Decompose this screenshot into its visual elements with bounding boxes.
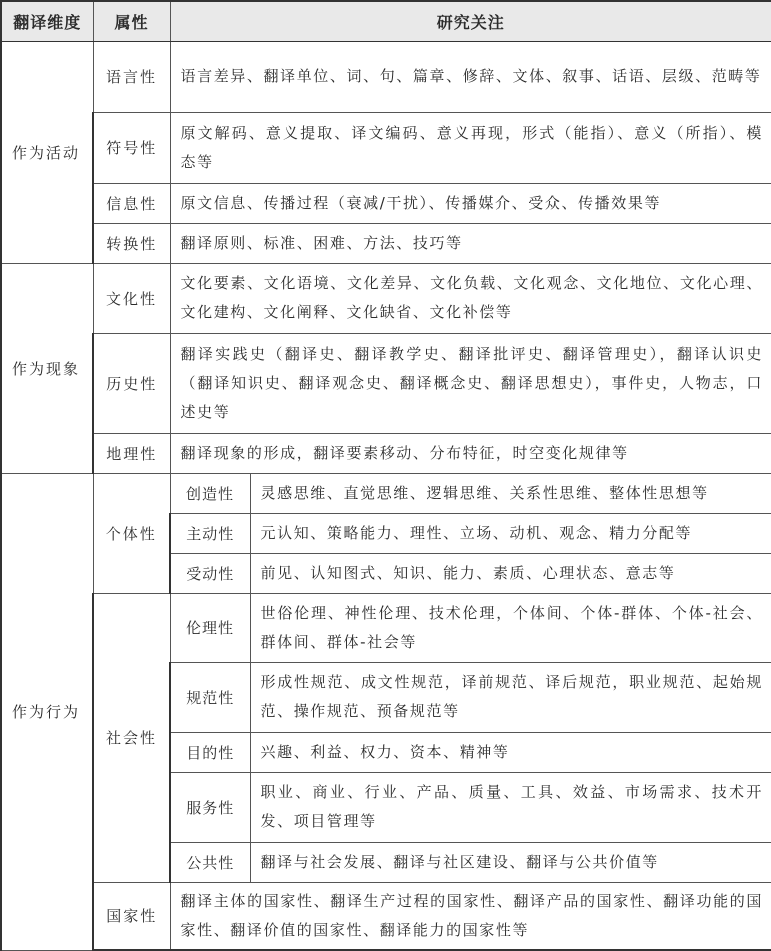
focus-cell: 翻译现象的形成，翻译要素移动、分布特征，时空变化规律等	[170, 433, 771, 473]
dimension-cell-behavior: 作为行为	[1, 473, 93, 950]
focus-cell: 翻译实践史（翻译史、翻译教学史、翻译批评史、翻译管理史），翻译认识史（翻译知识史、翻译观念史、翻译概念史、翻译思想史），事件史，人物志，口述史等	[170, 333, 771, 433]
focus-cell: 翻译主体的国家性、翻译生产过程的国家性、翻译产品的国家性、翻译功能的国家性、翻译价值的国家性、翻译能力的国家性等	[170, 882, 771, 950]
header-row	[1, 1, 771, 41]
table-row	[1, 333, 771, 433]
sub-attribute-cell: 受动性	[170, 553, 250, 593]
table-row	[1, 263, 771, 333]
table-row	[1, 223, 771, 263]
attribute-cell-individual: 个体性	[93, 473, 170, 593]
attribute-cell: 文化性	[93, 263, 170, 333]
attribute-cell: 历史性	[93, 333, 170, 433]
focus-cell: 前见、认知图式、知识、能力、素质、心理状态、意志等	[250, 553, 771, 593]
sub-attribute-cell: 主动性	[170, 513, 250, 553]
table-row	[1, 593, 771, 662]
attribute-cell-national: 国家性	[93, 882, 170, 950]
table-row	[1, 112, 771, 183]
focus-cell: 原文信息、传播过程（衰减/干扰）、传播媒介、受众、传播效果等	[170, 183, 771, 223]
focus-cell: 职业、商业、行业、产品、质量、工具、效益、市场需求、技术开发、项目管理等	[250, 772, 771, 842]
sub-attribute-cell: 伦理性	[170, 593, 250, 662]
focus-cell: 翻译原则、标准、困难、方法、技巧等	[170, 223, 771, 263]
attribute-cell: 语言性	[93, 41, 170, 112]
sub-attribute-cell: 服务性	[170, 772, 250, 842]
attribute-cell: 信息性	[93, 183, 170, 223]
table-row	[1, 882, 771, 950]
attribute-cell: 符号性	[93, 112, 170, 183]
focus-cell: 原文解码、意义提取、译文编码、意义再现，形式（能指）、意义（所指）、模态等	[170, 112, 771, 183]
focus-cell: 文化要素、文化语境、文化差异、文化负载、文化观念、文化地位、文化心理、文化建构、文化阐释、文化缺省、文化补偿等	[170, 263, 771, 333]
header-dimension: 翻译维度	[1, 1, 93, 41]
table-row	[1, 183, 771, 223]
attribute-cell: 地理性	[93, 433, 170, 473]
sub-attribute-cell: 规范性	[170, 662, 250, 732]
sub-attribute-cell: 创造性	[170, 473, 250, 513]
focus-cell: 灵感思维、直觉思维、逻辑思维、关系性思维、整体性思想等	[250, 473, 771, 513]
focus-cell: 元认知、策略能力、理性、立场、动机、观念、精力分配等	[250, 513, 771, 553]
sub-attribute-cell: 公共性	[170, 842, 250, 882]
dimension-cell-activity: 作为活动	[1, 41, 93, 263]
table-row	[1, 41, 771, 112]
focus-cell: 形成性规范、成文性规范，译前规范、译后规范，职业规范、起始规范、操作规范、预备规范等	[250, 662, 771, 732]
focus-cell: 翻译与社会发展、翻译与社区建设、翻译与公共价值等	[250, 842, 771, 882]
header-attribute: 属性	[93, 1, 170, 41]
header-focus: 研究关注	[170, 1, 771, 41]
dimension-cell-phenomenon: 作为现象	[1, 263, 93, 473]
table-row	[1, 473, 771, 513]
table-row	[1, 433, 771, 473]
focus-cell: 兴趣、利益、权力、资本、精神等	[250, 732, 771, 772]
focus-cell: 语言差异、翻译单位、词、句、篇章、修辞、文体、叙事、话语、层级、范畴等	[170, 41, 771, 112]
attribute-cell: 转换性	[93, 223, 170, 263]
focus-cell: 世俗伦理、神性伦理、技术伦理，个体间、个体-群体、个体-社会、群体间、群体-社会等	[250, 593, 771, 662]
sub-attribute-cell: 目的性	[170, 732, 250, 772]
attribute-cell-social: 社会性	[93, 593, 170, 882]
